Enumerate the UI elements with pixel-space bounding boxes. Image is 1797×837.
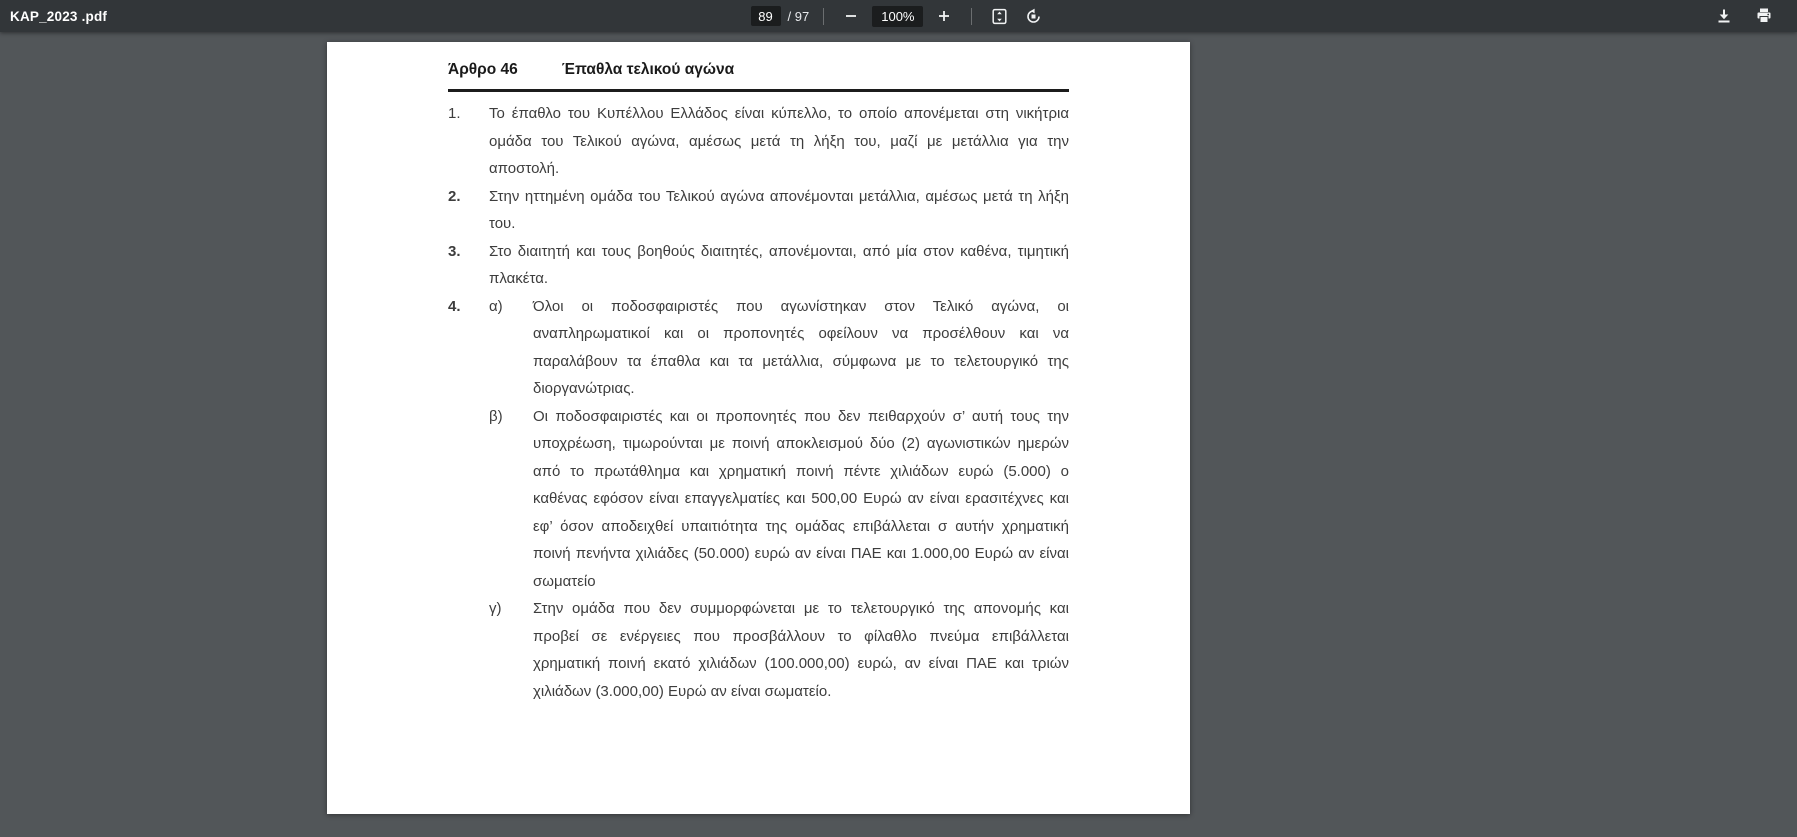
article-title: Έπαθλα τελικού αγώνα — [561, 61, 735, 78]
toolbar-divider — [971, 8, 972, 25]
toolbar-right — [1711, 0, 1777, 32]
list-item — [448, 238, 1069, 293]
download-button[interactable] — [1711, 3, 1737, 29]
sub-item-text: Όλοι οι ποδοσφαιριστές που αγωνίστηκαν στον Τελικό αγώνα, οι αναπληρωματικοί και οι προπονητές οφείλουν να προσέλθουν και να παραλάβουν τα έπαθλα και τα μετάλλια, σύμφωνα με το τελετουργικό της διοργανώτριας. — [533, 297, 1069, 397]
item-text: Το έπαθλο του Κυπέλλου Ελλάδος είναι κύπελλο, το οποίο απονέμεται στη νικήτρια ομάδα του Τελικού αγώνα, αμέσως μετά τη λήξη του, μαζί με μετάλλια για την αποστολή. — [489, 105, 1069, 177]
fit-to-page-icon — [991, 8, 1008, 25]
page-count-separator: / — [787, 8, 792, 24]
article-number: Άρθρο 46 — [448, 61, 518, 78]
article-header — [448, 60, 1069, 80]
download-icon — [1715, 7, 1733, 25]
page-count-total: 97 — [794, 8, 810, 24]
minus-icon — [843, 8, 859, 24]
sub-list-item — [489, 595, 1069, 705]
sub-item-label: β) — [489, 407, 503, 425]
item-number: 3. — [448, 242, 461, 260]
list-item — [448, 293, 1069, 706]
print-button[interactable] — [1751, 3, 1777, 29]
zoom-level[interactable]: 100% — [872, 6, 923, 27]
item-number: 1. — [448, 105, 461, 122]
list-item — [448, 100, 1069, 183]
toolbar-left — [10, 0, 107, 32]
item-text: Στο διαιτητή και τους βοηθούς διαιτητές, απονέμονται, από μία στον καθένα, τιμητική πλακέτα. — [489, 242, 1069, 287]
article-body — [448, 100, 1069, 705]
toolbar-divider — [823, 8, 824, 25]
document-title: KAP_2023 .pdf — [10, 8, 108, 24]
page-number-input[interactable] — [751, 6, 781, 26]
item-number: 2. — [448, 187, 461, 205]
list-item — [448, 183, 1069, 238]
pdf-toolbar — [0, 0, 1797, 32]
sub-item-label: γ) — [489, 600, 502, 617]
toolbar-center — [719, 0, 1079, 32]
sub-item-text: Στην ομάδα που δεν συμμορφώνεται με το τελετουργικό της απονομής και προβεί σε ενέργειες που προσβάλλουν το φίλαθλο πνεύμα επιβάλλεται χρηματική ποινή εκατό χιλιάδων (100.000,00) ευρώ, αν είναι ΠΑΕ και τριών χιλιάδων (3.000,00) Ευρώ αν είναι σωματείο. — [533, 600, 1069, 700]
rotate-button[interactable] — [1020, 3, 1046, 29]
sub-list-item — [489, 403, 1069, 596]
print-icon — [1755, 7, 1773, 25]
sub-item-label: α) — [489, 297, 503, 315]
page-count — [788, 9, 810, 24]
item-text: Στην ηττημένη ομάδα του Τελικού αγώνα απονέμονται μετάλλια, αμέσως μετά τη λήξη του. — [489, 187, 1069, 232]
plus-icon — [936, 8, 952, 24]
pdf-viewer-area[interactable] — [0, 32, 1797, 837]
zoom-in-button[interactable] — [931, 3, 957, 29]
rotate-counterclockwise-icon — [1025, 8, 1042, 25]
sub-list-item — [489, 293, 1069, 403]
sub-item-text: Οι ποδοσφαιριστές και οι προπονητές που δεν πειθαρχούν σ’ αυτή τους την υποχρέωση, τιμωρούνται με ποινή αποκλεισμού δύο (2) αγωνιστικών ημερών από το πρωτάθλημα και χρηματική ποινή πέντε χιλιάδων ευρώ (5.000) ο καθένας εφόσον είναι επαγγελματίες και 500,00 Ευρώ αν είναι ερασιτέχνες και εφ’ όσον αποδειχθεί υπαιτιότητα της ομάδας επιβάλλεται σ αυτήν χρηματική ποινή πενήντα χιλιάδες (50.000) ευρώ αν είναι ΠΑΕ και 1.000,00 Ευρώ αν είναι σωματείο — [533, 407, 1069, 590]
item-number: 4. — [448, 297, 461, 315]
heading-rule — [448, 89, 1069, 92]
pdf-page — [327, 42, 1190, 814]
fit-to-page-button[interactable] — [986, 3, 1012, 29]
sub-list — [489, 293, 1069, 706]
zoom-out-button[interactable] — [838, 3, 864, 29]
